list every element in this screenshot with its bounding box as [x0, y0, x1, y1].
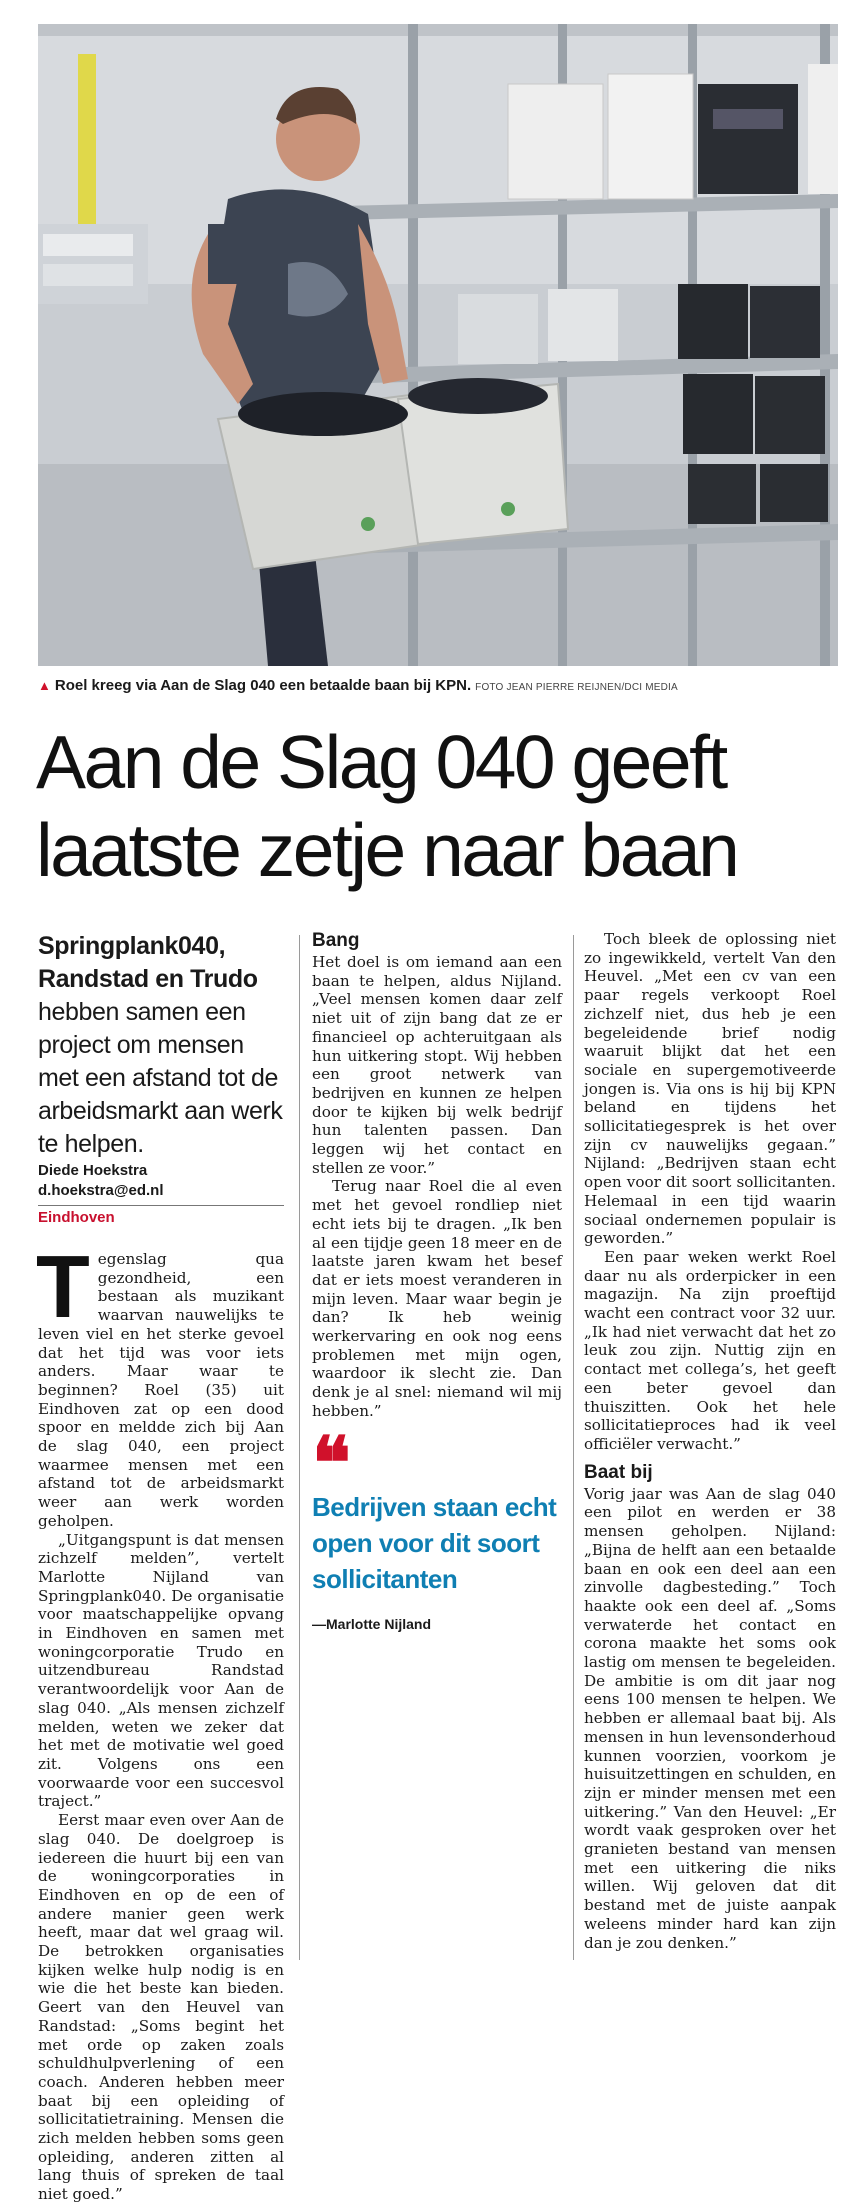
pull-quote-author: —Marlotte Nijland [312, 1615, 432, 1632]
column-3 [584, 930, 836, 1952]
article-photo [38, 24, 838, 666]
paragraph-1 [36, 1237, 284, 1531]
warehouse-photo-illustration [38, 24, 838, 666]
photo-credit: FOTO JEAN PIERRE REIJNEN/DCI MEDIA [475, 682, 678, 693]
caption-triangle-icon: ▲ [38, 678, 51, 693]
pull-quote [312, 1423, 562, 1634]
paragraph-2: „Uitgangspunt is dat mensen zichzelf melden”, vertelt Marlotte Nijland van Springplank040. De organisatie voor maatschappelijke opvang in Eindhoven en samen met woningcorporatie Trudo en uitzendbureau Randstad verantwoordelijk voor Aan de slag 040. „Als mensen zichzelf melden, weten we zeker dat het met de motivatie wel goed zit. Volgens ons een voorwaarde voor een succesvol traject.” [38, 1530, 284, 1811]
paragraph-3: Eerst maar even over Aan de slag 040. De doelgroep is iedereen die huurt bij een van de woningcorporaties in Eindhoven en op de een of andere manier geen werk heeft, maar dat wel graag wil. De betrokken organisaties kijken welke hulp nodig is en wie die het beste kan bieden. Geert van den Heuvel van Randstad: „Soms begint het met orde op zaken zoals schuldhulpverlening of een coach. Anderen hebben meer baat bij een opleiding of sollicitatietraining. Mensen die zich melden hebben soms geen opleiding, anderen zitten al lang thuis of spreken de taal niet goed.” [38, 1811, 284, 2204]
paragraph-4: Het doel is om iemand aan een baan te helpen, aldus Nijland. „Veel mensen komen daar zelf niet uit of zijn bang dat ze er financieel op achteruitgaan als hun uitkering stopt. Wij hebben een groot netwerk van bedrijven en kunnen ze helpen door te kijken bij welk bedrijf hun talenten passen. Dan leggen wij het contact en stellen ze voor.” [312, 953, 562, 1177]
headline-line-1: Aan de Slag 040 geeft [36, 720, 726, 804]
author-name: Diede Hoekstra [38, 1162, 148, 1179]
paragraph-8: Vorig jaar was Aan de slag 040 een pilot en werden er 38 mensen geholpen. Nijland: „Bijna de helft aan een betaalde baan en ook een deel aan een zinvolle dagbesteding.” Toch haakte ook een deel af. „Soms verwaterde het contact en corona maakte het soms ook lastig om mensen te begeleiden. De ambitie is om dit jaar nog eens 100 mensen te helpen. We hebben er allemaal baat bij. Als mensen in hun levensonderhoud kunnen voorzien, voorkom je huisuitzettingen en schulden, en zijn er minder mensen met een uitkering.” Van den Heuvel: „Er wordt vaak gesproken over het granieten bestand van mensen met een uitkering die niks willen. Wij geloven dat dit bestand met de juiste aanpak weleens minder hard kan zijn dan je zou denken.” [584, 1484, 836, 1952]
column-1 [38, 930, 284, 2204]
quote-mark-icon: ❝ [312, 1423, 345, 1504]
column-rule [573, 935, 574, 1960]
paragraph-6: Toch bleek de oplossing niet zo ingewikkeld, vertelt Van den Heuvel. „Met een cv van een paar regels verkoopt Roel zichzelf niet, dus heb je een begeleidende brief nodig waaruit blijkt dat het een sociale en supergemotiveerde jongen is. Via ons is hij bij KPN beland en tijdens het sollicitatiegesprek is het over zijn cv nauwelijks gegaan.” Nijland: „Bedrijven staan echt open voor dit soort sollicitanten. Helemaal in een tijd waarin sociaal ondernemen populair is geworden.” [584, 930, 836, 1248]
article-intro [38, 930, 284, 1161]
column-rule [299, 935, 300, 1960]
paragraph-5: Terug naar Roel die al even met het gevoel rondliep niet echt iets bij te dragen. „Ik ben al een tijdje geen 18 meer en de laatste jaren kwam het besef dat er iets moest veranderen in mijn leven. Maar waar begin je dan? Ik heb weinig werkervaring en ook nog eens problemen met mijn ogen, waardoor ik slecht zie. Dan denk je al snel: niemand wil mij hebben.” [312, 1177, 562, 1420]
intro-rest: hebben samen een project om mensen met een afstand tot de arbeidsmarkt aan werk te helpen. [38, 998, 283, 1158]
article-headline [36, 718, 836, 894]
intro-bold: Springplank040, Randstad en Trudo [38, 932, 258, 993]
drop-cap: T [36, 1237, 90, 1336]
caption-text: Roel kreeg via Aan de Slag 040 een betaalde baan bij KPN. [54, 677, 472, 694]
photo-caption [38, 676, 838, 698]
subhead-baat-bij: Baat bij [584, 1461, 653, 1483]
subhead-bang: Bang [312, 930, 360, 951]
author-email[interactable]: d.hoekstra@ed.nl [38, 1182, 164, 1199]
headline-line-2: laatste zetje naar baan [36, 808, 738, 892]
paragraph-7: Een paar weken werkt Roel daar nu als orderpicker in een magazijn. Na zijn proeftijd wacht een contract voor 32 uur. „Ik had niet verwacht dat het zo leuk zou zijn. Nuttig zijn en contact met collega’s, het geeft een beter gevoel dan thuiszitten. Ook het hele sollicitatieproces had ik veel officiëler verwacht.” [584, 1247, 836, 1453]
paragraph-1-text: egenslag qua gezondheid, een bestaan als muzikant waarvan nauwelijks te leven viel en het sterke gevoel dat het tijd was voor iets anders. Maar waar te beginnen? Roel (35) uit Eindhoven zat op een dood spoor en meldde zich bij Aan de slag 040, een project waarmee mensen met een afstand tot de arbeidsmarkt weer aan werk worden geholpen. [38, 1250, 284, 1530]
column-2 [312, 930, 562, 1633]
pull-quote-text: Bedrijven staan echt open voor dit soort sollicitanten [312, 1491, 557, 1594]
dateline-city: Eindhoven [38, 1205, 284, 1228]
